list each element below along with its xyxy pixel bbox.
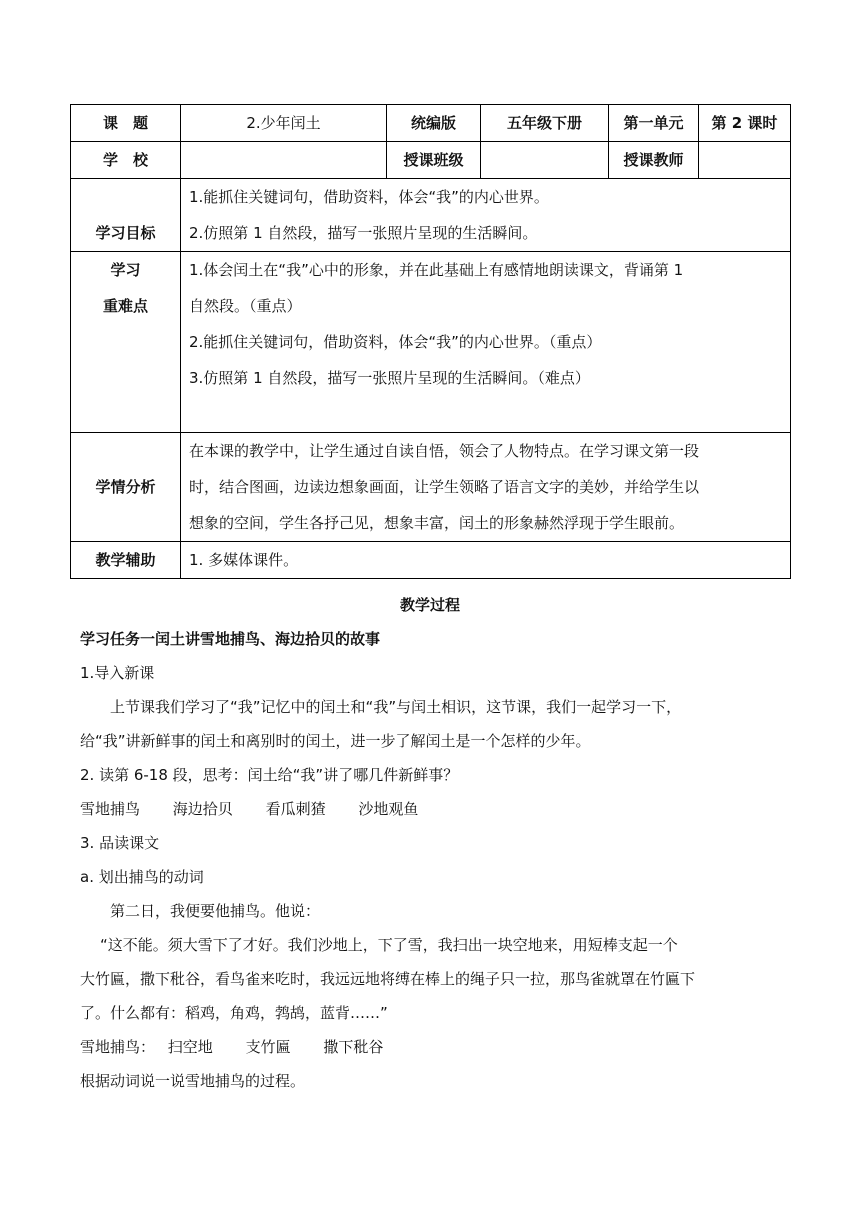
event-item: 海边拾贝: [172, 800, 233, 818]
verbs-row: [80, 1030, 780, 1064]
aids-content: 1. 多媒体课件。: [181, 542, 791, 579]
key-points-content: [181, 252, 791, 433]
key-point-line: 3.仿照第 1 自然段，描写一张照片呈现的生活瞬间。（难点）: [189, 369, 590, 387]
teaching-process: [80, 588, 780, 1098]
label-topic: 课 题: [71, 105, 181, 142]
school-value: [181, 142, 387, 179]
step-3: 3. 品读课文: [80, 834, 160, 852]
quote-line: 了。什么都有：稻鸡，角鸡，鹁鸪，蓝背……”: [80, 1004, 388, 1022]
table-row-analysis: [71, 433, 791, 542]
teacher-value: [699, 142, 791, 179]
edition: 统编版: [387, 105, 481, 142]
goals-content: [181, 179, 791, 252]
table-row-goals: [71, 179, 791, 252]
label-school: 学 校: [71, 142, 181, 179]
quote-intro: 第二日，我便要他捕鸟。他说：: [110, 902, 321, 920]
intro-line: 上节课我们学习了“我”记忆中的闰土和“我”与闰土相识，这节课，我们一起学习一下，: [110, 698, 682, 716]
analysis-line: 时，结合图画，边读边想象画面，让学生领略了语言文字的美妙，并给学生以: [189, 478, 700, 496]
grade: 五年级下册: [481, 105, 609, 142]
label-teacher: 授课教师: [609, 142, 699, 179]
quote-line: 大竹匾，撒下秕谷，看鸟雀来吃时，我远远地将缚在棒上的绳子只一拉，那鸟雀就罩在竹匾下: [80, 970, 696, 988]
unit: 第一单元: [609, 105, 699, 142]
analysis-content: [181, 433, 791, 542]
label-goals: 学习目标: [71, 179, 181, 252]
events-list: [80, 792, 780, 826]
table-row-school: [71, 142, 791, 179]
event-item: 看瓜刺猹: [265, 800, 326, 818]
label-analysis: 学情分析: [71, 433, 181, 542]
goal-item: 1.能抓住关键词句，借助资料，体会“我”的内心世界。: [189, 188, 549, 206]
step-2: 2. 读第 6-18 段，思考：闰土给“我”讲了哪几件新鲜事？: [80, 766, 459, 784]
verb-item: 撒下秕谷: [323, 1038, 384, 1056]
task-heading: 学习任务一闰土讲雪地捕鸟、海边拾贝的故事: [80, 630, 381, 648]
analysis-line: 想象的空间，学生各抒己见，想象丰富，闰土的形象赫然浮现于学生眼前。: [189, 514, 685, 532]
label-class: 授课班级: [387, 142, 481, 179]
lesson-info-table: [70, 104, 791, 579]
label-aids: 教学辅助: [71, 542, 181, 579]
verbs-label: 雪地捕鸟：: [80, 1038, 156, 1056]
sub-step-a: a. 划出捕鸟的动词: [80, 868, 204, 886]
analysis-line: 在本课的教学中，让学生通过自读自悟，领会了人物特点。在学习课文第一段: [189, 442, 700, 460]
class-value: [481, 142, 609, 179]
key-point-line: 自然段。（重点）: [189, 297, 302, 315]
key-point-line: 2.能抓住关键词句，借助资料，体会“我”的内心世界。（重点）: [189, 333, 602, 351]
step-1: 1.导入新课: [80, 664, 155, 682]
verb-item: 支竹匾: [245, 1038, 291, 1056]
event-item: 雪地捕鸟: [80, 800, 141, 818]
lesson-title: 2.少年闰土: [181, 105, 387, 142]
event-item: 沙地观鱼: [358, 800, 419, 818]
period: 第 2 课时: [699, 105, 791, 142]
quote-line: “这不能。须大雪下了才好。我们沙地上，下了雪，我扫出一块空地来，用短棒支起一个: [100, 936, 678, 954]
goal-item: 2.仿照第 1 自然段，描写一张照片呈现的生活瞬间。: [189, 224, 538, 242]
label-key-points: 学习 重难点: [71, 252, 181, 433]
table-row-key-points: [71, 252, 791, 433]
closing-line: 根据动词说一说雪地捕鸟的过程。: [80, 1072, 306, 1090]
verb-item: 扫空地: [167, 1038, 213, 1056]
process-title: 教学过程: [399, 596, 460, 614]
intro-line: 给“我”讲新鲜事的闰土和离别时的闰土，进一步了解闰土是一个怎样的少年。: [80, 732, 591, 750]
table-row-aids: [71, 542, 791, 579]
table-row-title: [71, 105, 791, 142]
key-point-line: 1.体会闰土在“我”心中的形象，并在此基础上有感情地朗读课文，背诵第 1: [189, 261, 684, 279]
